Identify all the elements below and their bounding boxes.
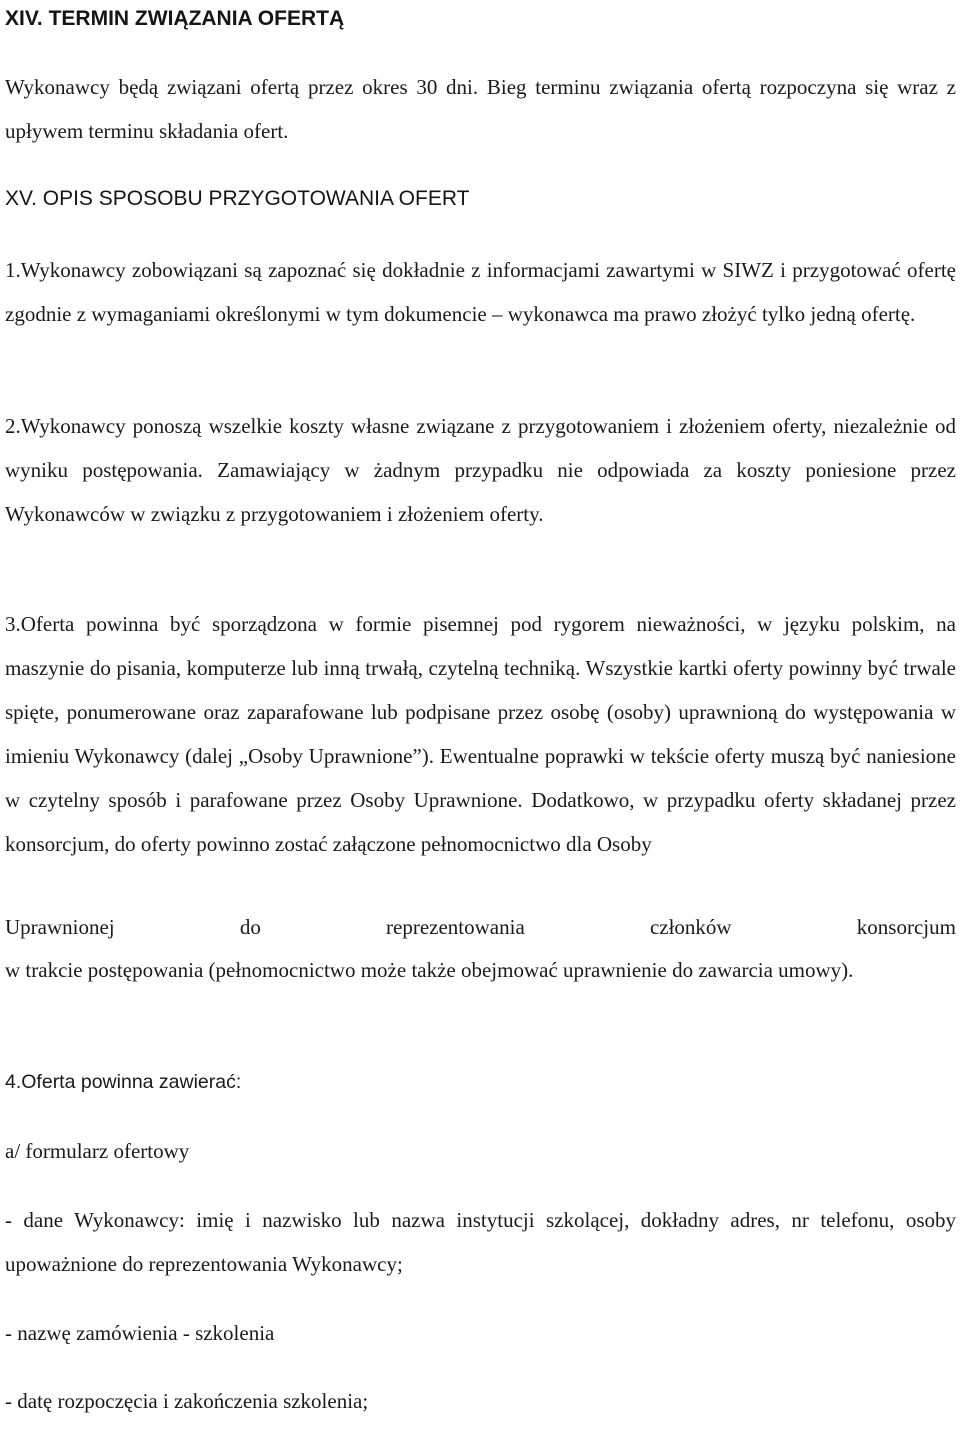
spread-word: reprezentowania bbox=[386, 915, 525, 939]
paragraph-point-3: 3.Oferta powinna być sporządzona w formie pisemnej pod rygorem nieważności, w języku polskim, na maszynie do pisania, komputerze lub inną trwałą, czytelną techniką. Wszystkie kartki oferty powinny być trwale spięte, ponumerowane oraz zaparafowane lub podpisane przez osobę (osoby) uprawnioną do występowania w imieniu Wykonawcy (dalej „Osoby Uprawnione”). Ewentualne poprawki w tekście oferty muszą być naniesione w czytelny sposób i parafowane przez Osoby Uprawnione. Dodatkowo, w przypadku oferty składanej przez konsorcjum, do oferty powinno zostać załączone pełnomocnictwo dla Osoby bbox=[5, 612, 956, 856]
paragraph-point-2: 2.Wykonawcy ponoszą wszelkie koszty własne związane z przygotowaniem i złożeniem oferty, niezależnie od wyniku postępowania. Zamawiający w żadnym przypadku nie odpowiada za koszty poniesione przez Wykonawców w związku z przygotowaniem i złożeniem oferty. bbox=[5, 414, 956, 526]
paragraph-point-1: 1.Wykonawcy zobowiązani są zapoznać się dokładnie z informacjami zawartymi w SIWZ i przygotować ofertę zgodnie z wymaganiami określonymi w tym dokumencie – wykonawca ma prawo złożyć tylko jedną ofertę. bbox=[5, 258, 956, 326]
paragraph-point-3-spread-line bbox=[5, 917, 956, 938]
spread-word: do bbox=[239, 915, 261, 939]
section-heading-xiv: XIV. TERMIN ZWIĄZANIA OFERTĄ bbox=[5, 7, 345, 30]
spread-word: konsorcjum bbox=[856, 915, 956, 939]
paragraph-offer-validity: Wykonawcy będą związani ofertą przez okres 30 dni. Bieg terminu związania ofertą rozpoczyna się wraz z upływem terminu składania ofert. bbox=[5, 75, 956, 143]
spread-word: Uprawnionej bbox=[5, 915, 115, 939]
paragraph-point-4: 4.Oferta powinna zawierać: bbox=[5, 1071, 242, 1093]
list-item-order-name: - nazwę zamówienia - szkolenia bbox=[5, 1321, 275, 1345]
list-item-form: a/ formularz ofertowy bbox=[5, 1139, 190, 1163]
list-item-contractor-data: - dane Wykonawcy: imię i nazwisko lub nazwa instytucji szkolącej, dokładny adres, nr telefonu, osoby upoważnione do reprezentowania Wykonawcy; bbox=[5, 1208, 956, 1276]
section-heading-xv: XV. OPIS SPOSOBU PRZYGOTOWANIA OFERT bbox=[5, 187, 470, 210]
list-item-training-dates: - datę rozpoczęcia i zakończenia szkolenia; bbox=[5, 1389, 369, 1413]
spread-word: członków bbox=[649, 915, 732, 939]
paragraph-point-3-continued: w trakcie postępowania (pełnomocnictwo może także obejmować uprawnienie do zawarcia umowy). bbox=[5, 958, 854, 982]
